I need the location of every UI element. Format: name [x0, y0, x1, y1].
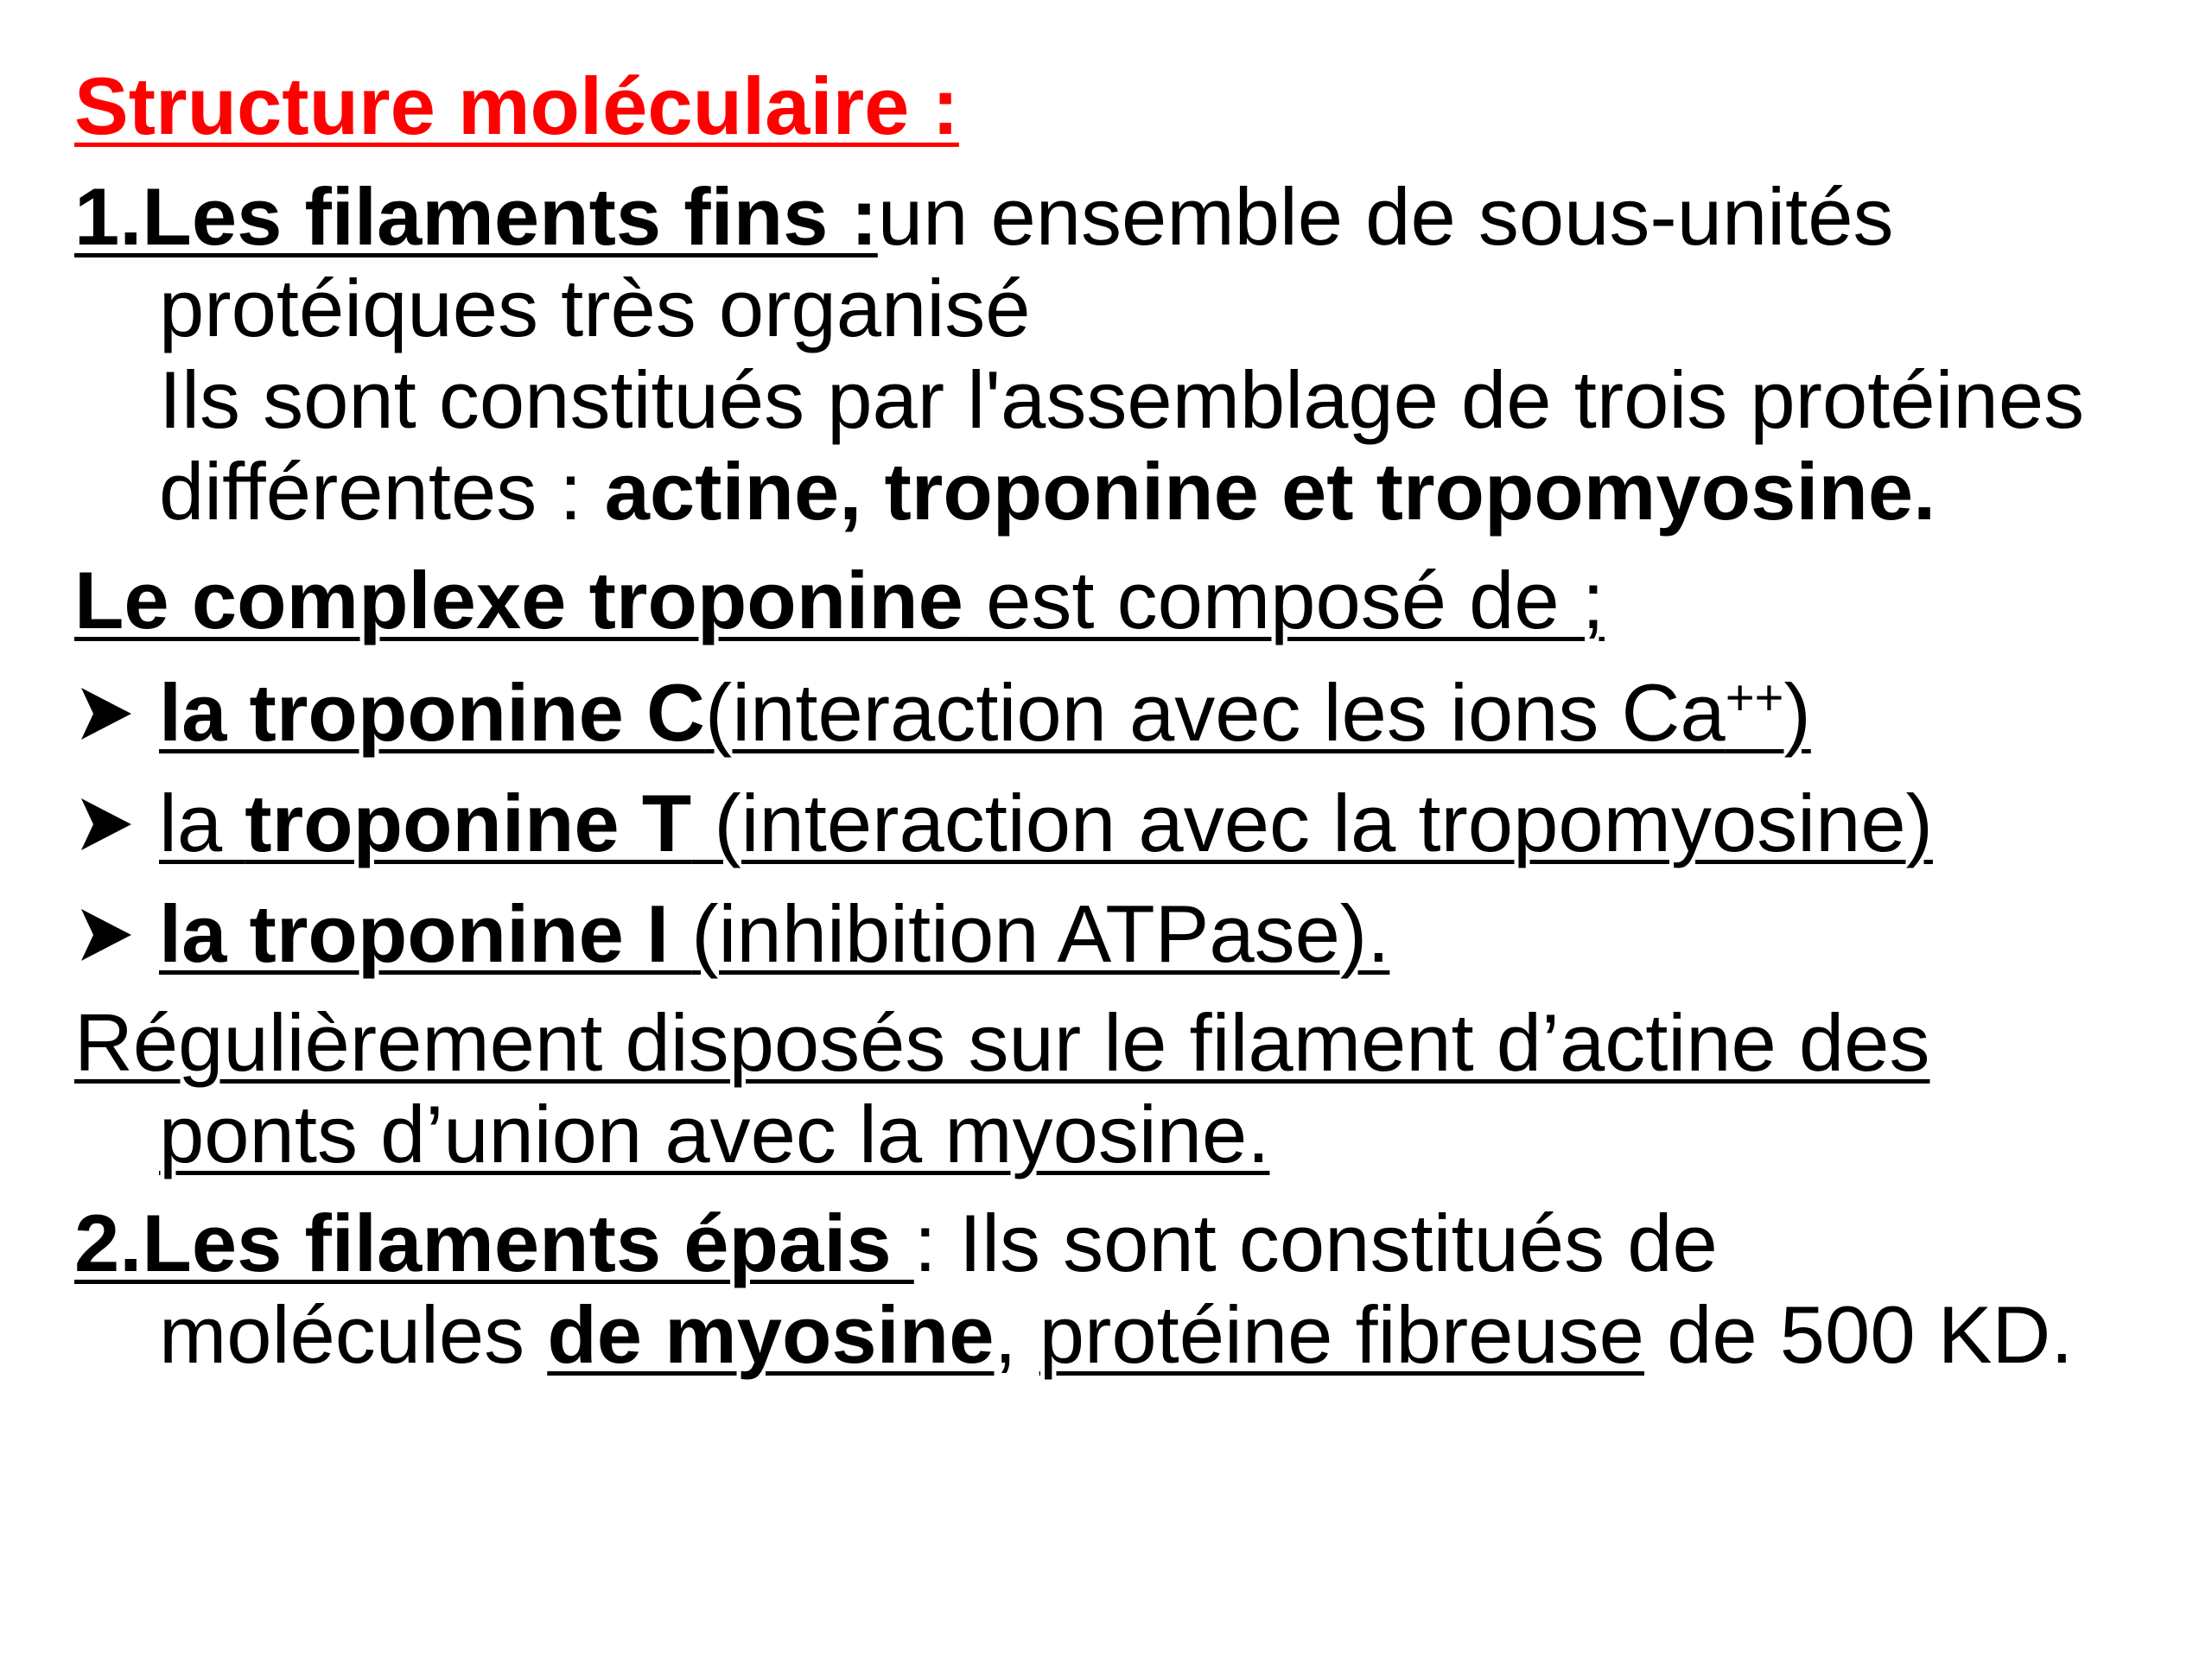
section1-text-c: Ils sont constitués par l'assemblage de trois protéines: [159, 354, 2085, 445]
section1-line1: [74, 169, 1894, 264]
bullet-troponine-i: [159, 887, 1389, 982]
section2-text-b-end: de 500 KD.: [1643, 1289, 2074, 1380]
section2-heading: 2.Les filaments épais: [74, 1198, 914, 1288]
section2-comma: ,: [994, 1289, 1039, 1380]
arrowhead-bullet-icon: [74, 776, 140, 871]
bullet2-bold: troponine T: [245, 778, 692, 868]
regular-text2: ponts d’union avec la myosine.: [159, 1089, 1270, 1179]
bullet1-bold: la troponine C: [159, 667, 705, 758]
section1-text-d: différentes :: [159, 446, 605, 537]
bullet1-sup: ++: [1725, 670, 1784, 726]
section2-myosine: de myosine: [547, 1289, 995, 1380]
slide-title: [74, 59, 959, 154]
section1-line3: [159, 353, 2084, 448]
regular-line1: [74, 995, 1929, 1090]
slide-title-text: Structure moléculaire :: [74, 60, 959, 151]
section2-text-a: : Ils sont constitués de: [913, 1198, 1718, 1288]
arrowhead-bullet-icon: [74, 887, 140, 982]
section1-text-a: un ensemble de sous-unités: [877, 171, 1894, 262]
section2-text-b-pre: molécules: [159, 1289, 548, 1380]
section1-heading: 1.Les filaments fins :: [74, 171, 878, 262]
bullet-troponine-t: [159, 776, 1933, 871]
complex-heading: [74, 553, 1605, 648]
regular-text1: Régulièrement disposés sur le filament d’actine des: [74, 997, 1930, 1088]
bullet1-end: ): [1783, 667, 1811, 758]
section2-line1: [74, 1196, 1718, 1291]
bullet3-bold: la troponine I: [159, 888, 692, 979]
arrowhead-bullet-icon: [74, 665, 140, 760]
section1-line2: [159, 261, 1030, 356]
section2-fibrous-protein: protéine fibreuse: [1039, 1289, 1644, 1380]
section1-text-b: protéiques très organisé: [159, 263, 1031, 353]
bullet-troponine-c: [159, 665, 1811, 760]
section1-proteins: actine, troponine et tropomyosine.: [604, 446, 1936, 537]
section2-line2: [159, 1287, 2073, 1382]
bullet3-text: (inhibition ATPase).: [691, 888, 1390, 979]
bullet2-text: (interaction avec la tropomyosine): [691, 778, 1933, 868]
complex-heading-bold: Le complexe troponine: [74, 555, 963, 645]
complex-heading-rest: est composé de ;: [963, 555, 1605, 645]
bullet2-pre: la: [159, 778, 245, 868]
bullet1-text: (interaction avec les ions Ca: [704, 667, 1726, 758]
section1-line4: [159, 444, 1936, 539]
regular-line2: [159, 1087, 1269, 1182]
